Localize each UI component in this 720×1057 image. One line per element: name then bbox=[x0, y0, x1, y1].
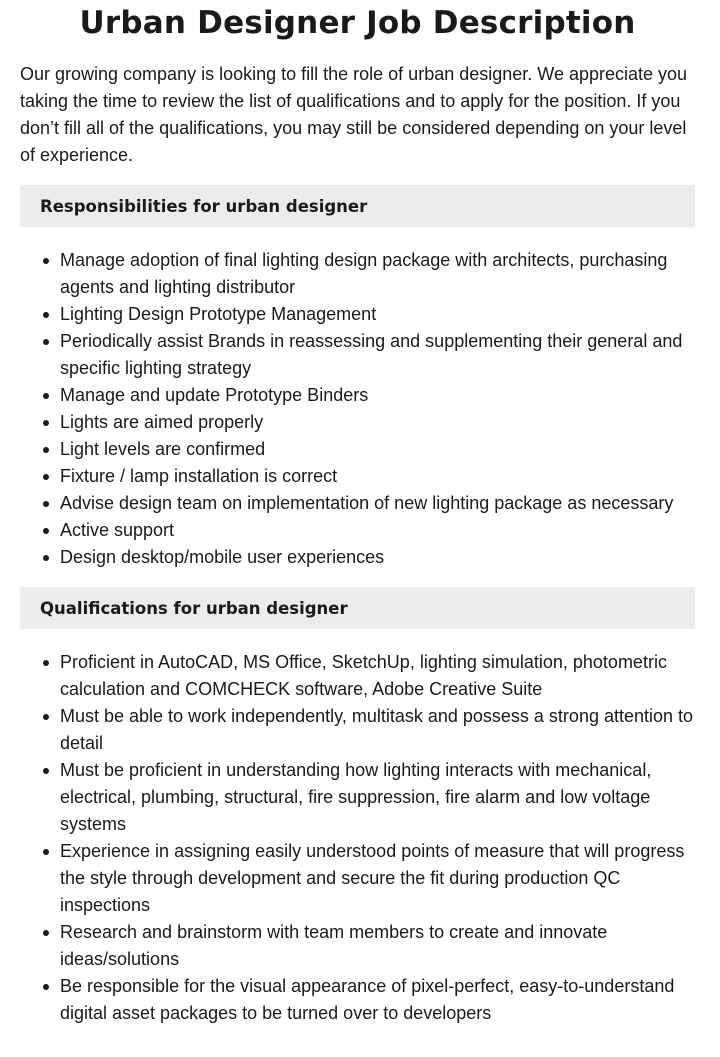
list-item-text: Advise design team on implementation of new lighting package as necessary bbox=[60, 493, 674, 513]
list-item bbox=[60, 649, 695, 703]
list-item bbox=[60, 838, 695, 919]
list-item bbox=[60, 301, 695, 328]
list-item bbox=[60, 247, 695, 301]
bullet-icon bbox=[43, 555, 49, 561]
list-item-text: Lights are aimed properly bbox=[60, 412, 264, 432]
list-item-text: Design desktop/mobile user experiences bbox=[60, 547, 385, 567]
list-item bbox=[60, 382, 695, 409]
list-item-text: Proficient in AutoCAD, MS Office, SketchUp, lighting simulation, photometric calculation and COMCHECK software, Adobe Creative Suite bbox=[60, 652, 667, 699]
qualifications-heading: Qualifications for urban designer bbox=[20, 587, 695, 629]
list-item-text: Lighting Design Prototype Management bbox=[60, 304, 377, 324]
bullet-icon bbox=[43, 660, 49, 666]
list-item-text: Experience in assigning easily understood points of measure that will progress the style through development and secure the fit during production QC inspections bbox=[60, 841, 685, 915]
list-item bbox=[60, 757, 695, 838]
list-item bbox=[60, 517, 695, 544]
page-title: Urban Designer Job Description bbox=[79, 5, 636, 41]
list-item-text: Must be able to work independently, multitask and possess a strong attention to detail bbox=[60, 706, 694, 753]
bullet-icon bbox=[43, 528, 49, 534]
bullet-icon bbox=[43, 714, 49, 720]
list-item-text: Periodically assist Brands in reassessing and supplementing their general and specific lighting strategy bbox=[60, 331, 683, 378]
intro-paragraph: Our growing company is looking to fill the role of urban designer. We appreciate you taking the time to review the list of qualifications and to apply for the position. If you don’t fill all of the qualifications, you may still be considered depending on your level of experience. bbox=[20, 64, 688, 165]
list-item-text: Manage adoption of final lighting design package with architects, purchasing agents and lighting distributor bbox=[60, 250, 668, 297]
bullet-icon bbox=[43, 984, 49, 990]
bullet-icon bbox=[43, 474, 49, 480]
bullet-icon bbox=[43, 312, 49, 318]
list-item-text: Active support bbox=[60, 520, 175, 540]
list-item-text: Research and brainstorm with team members to create and innovate ideas/solutions bbox=[60, 922, 608, 969]
list-item bbox=[60, 703, 695, 757]
list-item bbox=[60, 409, 695, 436]
responsibilities-list bbox=[20, 247, 695, 571]
list-item bbox=[60, 973, 695, 1027]
list-item bbox=[60, 490, 695, 517]
bullet-icon bbox=[43, 930, 49, 936]
list-item bbox=[60, 436, 695, 463]
list-item bbox=[60, 919, 695, 973]
list-item-text: Be responsible for the visual appearance of pixel-perfect, easy-to-understand digital asset packages to be turned over to developers bbox=[60, 976, 675, 1023]
responsibilities-heading: Responsibilities for urban designer bbox=[20, 185, 695, 227]
bullet-icon bbox=[43, 393, 49, 399]
list-item bbox=[60, 463, 695, 490]
bullet-icon bbox=[43, 420, 49, 426]
list-item-text: Manage and update Prototype Binders bbox=[60, 385, 369, 405]
qualifications-list bbox=[20, 649, 695, 1027]
bullet-icon bbox=[43, 501, 49, 507]
bullet-icon bbox=[43, 849, 49, 855]
list-item-text: Must be proficient in understanding how lighting interacts with mechanical, electrical, plumbing, structural, fire suppression, fire alarm and low voltage systems bbox=[60, 760, 652, 834]
list-item-text: Light levels are confirmed bbox=[60, 439, 266, 459]
bullet-icon bbox=[43, 768, 49, 774]
bullet-icon bbox=[43, 258, 49, 264]
bullet-icon bbox=[43, 339, 49, 345]
list-item bbox=[60, 544, 695, 571]
list-item-text: Fixture / lamp installation is correct bbox=[60, 466, 338, 486]
list-item bbox=[60, 328, 695, 382]
bullet-icon bbox=[43, 447, 49, 453]
